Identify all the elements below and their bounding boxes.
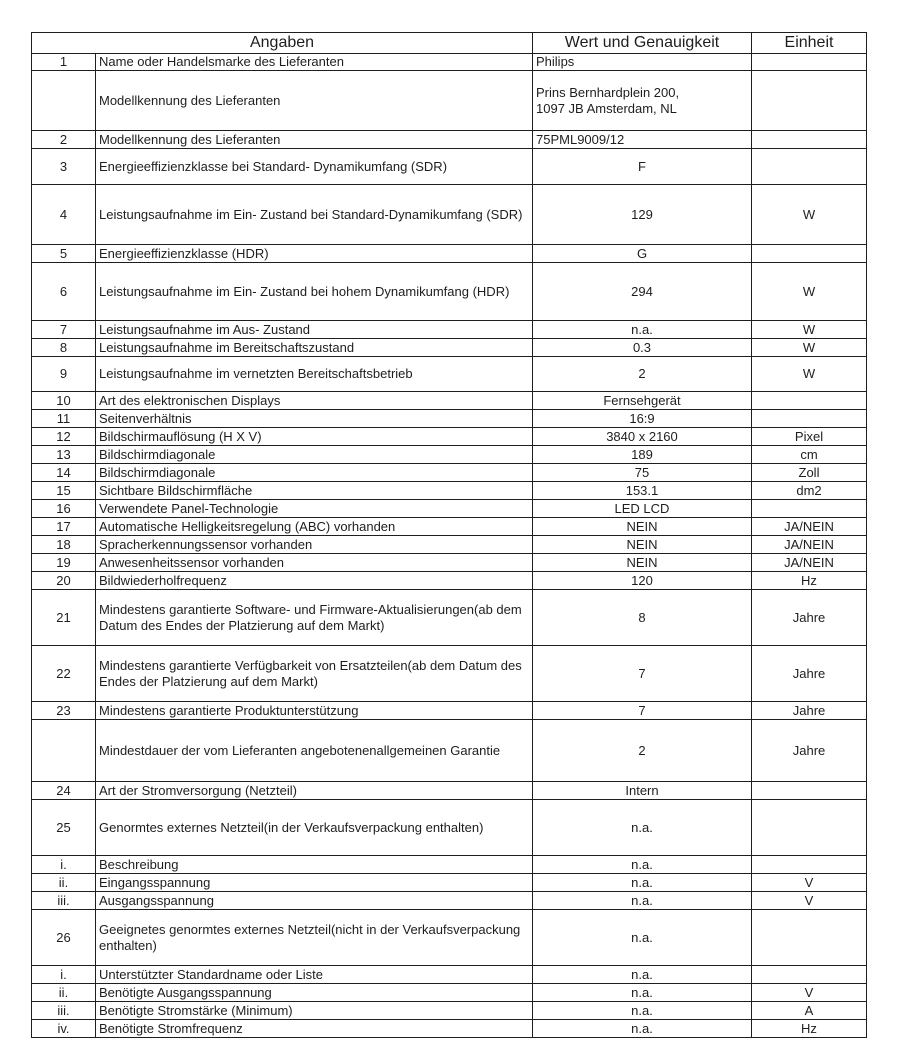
row-description: Bildwiederholfrequenz	[96, 572, 533, 590]
row-description: Seitenverhältnis	[96, 410, 533, 428]
table-row	[32, 71, 867, 131]
row-value: NEIN	[533, 554, 752, 572]
row-unit	[752, 245, 867, 263]
row-number: 10	[32, 392, 96, 410]
row-value: G	[533, 245, 752, 263]
table-row	[32, 500, 867, 518]
table-row	[32, 149, 867, 185]
row-unit	[752, 392, 867, 410]
table-row	[32, 263, 867, 321]
table-row	[32, 966, 867, 984]
row-value: 8	[533, 590, 752, 646]
row-value: 294	[533, 263, 752, 321]
row-description: Modellkennung des Lieferanten	[96, 71, 533, 131]
table-row	[32, 892, 867, 910]
row-number: 14	[32, 464, 96, 482]
row-description: Leistungsaufnahme im Bereitschaftszustand	[96, 339, 533, 357]
table-row	[32, 590, 867, 646]
row-number: i.	[32, 856, 96, 874]
table-row	[32, 572, 867, 590]
row-number: ii.	[32, 874, 96, 892]
row-description: Mindestens garantierte Produktunterstützung	[96, 702, 533, 720]
row-description: Bildschirmauflösung (H X V)	[96, 428, 533, 446]
row-unit: Jahre	[752, 720, 867, 782]
row-number: 5	[32, 245, 96, 263]
row-value: 16:9	[533, 410, 752, 428]
row-value: 189	[533, 446, 752, 464]
table-row	[32, 702, 867, 720]
header-angaben: Angaben	[32, 33, 533, 54]
row-description: Benötigte Ausgangsspannung	[96, 984, 533, 1002]
table-row	[32, 464, 867, 482]
row-number: 23	[32, 702, 96, 720]
row-number: 4	[32, 185, 96, 245]
row-unit	[752, 966, 867, 984]
row-unit: JA/NEIN	[752, 554, 867, 572]
row-value: 0.3	[533, 339, 752, 357]
row-unit: V	[752, 874, 867, 892]
row-unit: JA/NEIN	[752, 518, 867, 536]
row-value: 153.1	[533, 482, 752, 500]
row-number: 22	[32, 646, 96, 702]
row-unit: Hz	[752, 572, 867, 590]
row-number: 15	[32, 482, 96, 500]
table-row	[32, 446, 867, 464]
row-value: Intern	[533, 782, 752, 800]
table-header-row	[32, 33, 867, 54]
row-unit: dm2	[752, 482, 867, 500]
table-row	[32, 1002, 867, 1020]
table-row	[32, 720, 867, 782]
row-description: Anwesenheitssensor vorhanden	[96, 554, 533, 572]
table-row	[32, 357, 867, 392]
row-unit: Zoll	[752, 464, 867, 482]
table-row	[32, 910, 867, 966]
row-value: 3840 x 2160	[533, 428, 752, 446]
row-number: 6	[32, 263, 96, 321]
row-number: 18	[32, 536, 96, 554]
row-number: 19	[32, 554, 96, 572]
row-unit: W	[752, 263, 867, 321]
row-description: Verwendete Panel-Technologie	[96, 500, 533, 518]
row-unit: Jahre	[752, 702, 867, 720]
row-value: n.a.	[533, 892, 752, 910]
row-number: i.	[32, 966, 96, 984]
table-row	[32, 554, 867, 572]
row-unit	[752, 782, 867, 800]
table-row	[32, 185, 867, 245]
row-unit: W	[752, 357, 867, 392]
row-unit: W	[752, 185, 867, 245]
row-value: NEIN	[533, 536, 752, 554]
row-number: 7	[32, 321, 96, 339]
row-number: 25	[32, 800, 96, 856]
table-row	[32, 131, 867, 149]
row-description: Art der Stromversorgung (Netzteil)	[96, 782, 533, 800]
row-unit: Hz	[752, 1020, 867, 1038]
table-row	[32, 410, 867, 428]
row-description: Energieeffizienzklasse bei Standard- Dynamikumfang (SDR)	[96, 149, 533, 185]
row-value: n.a.	[533, 800, 752, 856]
row-description: Automatische Helligkeitsregelung (ABC) vorhanden	[96, 518, 533, 536]
table-row	[32, 782, 867, 800]
row-value: F	[533, 149, 752, 185]
row-unit	[752, 856, 867, 874]
row-number	[32, 71, 96, 131]
row-description: Mindestens garantierte Verfügbarkeit von Ersatzteilen(ab dem Datum des Endes der Platzierung auf dem Markt)	[96, 646, 533, 702]
table-row	[32, 536, 867, 554]
row-unit: W	[752, 321, 867, 339]
row-value: 75PML9009/12	[533, 131, 752, 149]
row-number: 21	[32, 590, 96, 646]
row-number	[32, 720, 96, 782]
row-number: iii.	[32, 892, 96, 910]
table-row	[32, 321, 867, 339]
row-unit	[752, 54, 867, 71]
row-description: Modellkennung des Lieferanten	[96, 131, 533, 149]
row-unit	[752, 500, 867, 518]
table-row	[32, 339, 867, 357]
row-description: Sichtbare Bildschirmfläche	[96, 482, 533, 500]
row-description: Ausgangsspannung	[96, 892, 533, 910]
row-unit: Jahre	[752, 590, 867, 646]
row-unit	[752, 800, 867, 856]
row-value: n.a.	[533, 984, 752, 1002]
row-number: ii.	[32, 984, 96, 1002]
row-value: 120	[533, 572, 752, 590]
row-description: Art des elektronischen Displays	[96, 392, 533, 410]
row-number: 9	[32, 357, 96, 392]
header-einheit: Einheit	[752, 33, 867, 54]
row-unit	[752, 131, 867, 149]
row-unit	[752, 410, 867, 428]
row-value: 7	[533, 646, 752, 702]
row-number: 17	[32, 518, 96, 536]
row-value: 75	[533, 464, 752, 482]
row-value: 2	[533, 357, 752, 392]
row-value: n.a.	[533, 856, 752, 874]
row-description: Mindestdauer der vom Lieferanten angebotenenallgemeinen Garantie	[96, 720, 533, 782]
row-number: 24	[32, 782, 96, 800]
row-number: 3	[32, 149, 96, 185]
table-row	[32, 874, 867, 892]
row-number: 1	[32, 54, 96, 71]
row-description: Benötigte Stromstärke (Minimum)	[96, 1002, 533, 1020]
row-number: iv.	[32, 1020, 96, 1038]
row-unit: Jahre	[752, 646, 867, 702]
row-value: 129	[533, 185, 752, 245]
row-value: 7	[533, 702, 752, 720]
row-unit: A	[752, 1002, 867, 1020]
row-number: 2	[32, 131, 96, 149]
row-description: Unterstützter Standardname oder Liste	[96, 966, 533, 984]
header-wert: Wert und Genauigkeit	[533, 33, 752, 54]
row-value: Prins Bernhardplein 200, 1097 JB Amsterdam, NL	[533, 71, 752, 131]
row-description: Bildschirmdiagonale	[96, 464, 533, 482]
row-value: n.a.	[533, 874, 752, 892]
row-description: Geeignetes genormtes externes Netzteil(nicht in der Verkaufsverpackung enthalten)	[96, 910, 533, 966]
row-number: 16	[32, 500, 96, 518]
table-row	[32, 646, 867, 702]
table-row	[32, 482, 867, 500]
row-unit	[752, 149, 867, 185]
table-row	[32, 856, 867, 874]
row-value: Fernsehgerät	[533, 392, 752, 410]
row-number: 26	[32, 910, 96, 966]
row-description: Beschreibung	[96, 856, 533, 874]
row-number: 11	[32, 410, 96, 428]
row-value: Philips	[533, 54, 752, 71]
table-row	[32, 428, 867, 446]
row-number: 12	[32, 428, 96, 446]
table-row	[32, 392, 867, 410]
row-description: Leistungsaufnahme im Aus- Zustand	[96, 321, 533, 339]
row-unit: W	[752, 339, 867, 357]
row-description: Mindestens garantierte Software- und Firmware-Aktualisierungen(ab dem Datum des Endes der Platzierung auf dem Markt)	[96, 590, 533, 646]
row-unit	[752, 71, 867, 131]
row-unit: V	[752, 892, 867, 910]
row-unit: Pixel	[752, 428, 867, 446]
row-description: Leistungsaufnahme im Ein- Zustand bei hohem Dynamikumfang (HDR)	[96, 263, 533, 321]
table-row	[32, 518, 867, 536]
table-row	[32, 800, 867, 856]
table-row	[32, 245, 867, 263]
spec-table	[31, 32, 867, 1038]
row-value: n.a.	[533, 1002, 752, 1020]
table-row	[32, 54, 867, 71]
row-description: Energieeffizienzklasse (HDR)	[96, 245, 533, 263]
row-description: Eingangsspannung	[96, 874, 533, 892]
row-unit: cm	[752, 446, 867, 464]
row-value: n.a.	[533, 966, 752, 984]
row-unit	[752, 910, 867, 966]
row-description: Genormtes externes Netzteil(in der Verkaufsverpackung enthalten)	[96, 800, 533, 856]
row-unit: V	[752, 984, 867, 1002]
row-value: NEIN	[533, 518, 752, 536]
row-description: Leistungsaufnahme im Ein- Zustand bei Standard-Dynamikumfang (SDR)	[96, 185, 533, 245]
row-number: 8	[32, 339, 96, 357]
row-description: Benötigte Stromfrequenz	[96, 1020, 533, 1038]
table-row	[32, 1020, 867, 1038]
table-row	[32, 984, 867, 1002]
row-description: Leistungsaufnahme im vernetzten Bereitschaftsbetrieb	[96, 357, 533, 392]
row-description: Name oder Handelsmarke des Lieferanten	[96, 54, 533, 71]
row-value: n.a.	[533, 321, 752, 339]
row-unit: JA/NEIN	[752, 536, 867, 554]
row-number: 20	[32, 572, 96, 590]
row-description: Bildschirmdiagonale	[96, 446, 533, 464]
row-value: n.a.	[533, 1020, 752, 1038]
row-description: Spracherkennungssensor vorhanden	[96, 536, 533, 554]
row-number: 13	[32, 446, 96, 464]
row-value: n.a.	[533, 910, 752, 966]
row-value: LED LCD	[533, 500, 752, 518]
row-value: 2	[533, 720, 752, 782]
row-number: iii.	[32, 1002, 96, 1020]
